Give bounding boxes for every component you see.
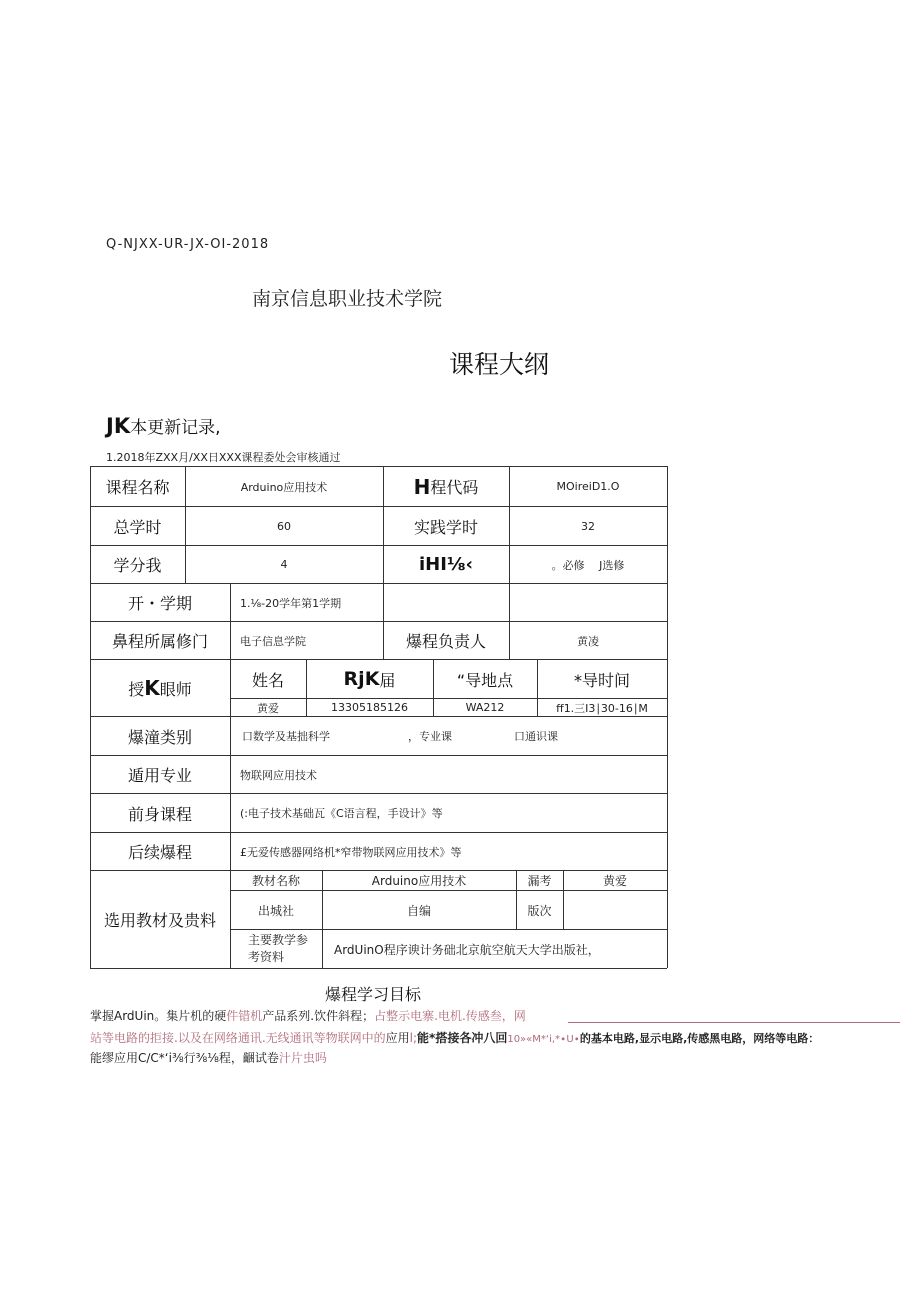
goal-line-3 (90, 1049, 327, 1066)
category-option-major: ，专业课 (408, 730, 452, 743)
goal-l3-a: 能缪应用C∕C*‘i⅜行⅜⅛程，齫试卷 (90, 1051, 279, 1065)
goal-line-1 (90, 1007, 526, 1024)
teacher-contact-header-text: 届 (379, 670, 396, 690)
goal-l2-d: 能*搭接各冲八回 (417, 1031, 508, 1045)
course-owner-label: 爆程负责人 (405, 632, 486, 651)
school-name: 南京信息职业技术学院 (252, 288, 443, 310)
page-title: 课程大纲 (449, 350, 550, 379)
textbook-name-label: 教材名称 (251, 874, 300, 888)
follow-up-label: 后续爆程 (127, 843, 192, 862)
reference-value: ArdUinO程序谀计务础北京航空航天大学出版社， (334, 942, 600, 957)
table-rule (90, 968, 667, 969)
reference-label-line1: 主要教学参 (248, 933, 309, 947)
teacher-time-header: *导时间 (573, 670, 630, 690)
goal-l1-c: 产品系列.饮件斜程； (262, 1009, 375, 1023)
practice-hours-value: 32 (581, 519, 595, 533)
teacher-contact-header-bold: RjK (343, 668, 380, 690)
course-code-label (383, 467, 509, 506)
revision-heading-text: 本更新记录, (130, 418, 221, 438)
major-label: 遁用专业 (127, 766, 192, 785)
teacher-label-a: 授 (128, 679, 145, 699)
teacher-label-bold: K (144, 676, 160, 700)
textbook-editor-value: 黄爱 (602, 874, 627, 888)
edition-value (563, 891, 667, 929)
department-label: 鼻程所属修门 (111, 632, 208, 651)
follow-up-value: £无爱传感器网络机*窄带物联网应用技术》等 (240, 845, 462, 859)
revision-heading-bold: JK (106, 414, 131, 438)
textbook-name-value: Arduino应用技术 (371, 874, 467, 888)
goal-underline (568, 1022, 900, 1023)
teacher-name-value: 黄爱 (257, 701, 279, 715)
textbook-editor-label: 漏考 (527, 874, 552, 888)
course-type-label: iHI⅛‹ (419, 554, 473, 575)
revision-heading (106, 413, 221, 438)
credits-value: 4 (280, 558, 288, 571)
prerequisite-value: (:电子技术基础瓦《C语言程，手设计》等 (240, 807, 443, 820)
publisher-value: 自编 (406, 903, 431, 918)
course-owner-value: 黄凌 (577, 634, 599, 648)
teacher-name-header: 姓名 (251, 670, 284, 690)
teacher-location-value: WA212 (465, 701, 505, 714)
goal-l2-a: 站等电路的拒接.以及在网络通讯.无线通讯等物联网中的 (90, 1031, 386, 1045)
category-label: 爆潼类别 (127, 727, 192, 747)
major-value: 物联网应用技术 (240, 768, 317, 782)
textbook-label: 选用教材及贵料 (103, 911, 216, 930)
semester-label: 开・学期 (127, 594, 192, 613)
goal-l1-b: 件错机 (226, 1009, 263, 1023)
edition-label: 版次 (527, 903, 552, 918)
department-value: 电子信息学院 (240, 634, 306, 648)
goal-l2-b: 应用 (385, 1031, 410, 1045)
total-hours-label: 总学时 (113, 517, 162, 537)
teacher-time-value: ff1.三I3∣30-16∣M (556, 701, 648, 715)
semester-value: 1.⅛-20学年第1学期 (240, 596, 342, 610)
goal-l2-c: l; (409, 1031, 418, 1045)
course-type-options: 。必修 J选修 (551, 558, 625, 572)
document-code: Q-NJXX-UR-JX-OI-2018 (106, 237, 270, 252)
course-name-label: 课程名称 (105, 478, 170, 497)
reference-label-line2: 考资料 (248, 950, 285, 964)
course-code-label-text: 程代码 (430, 478, 479, 497)
reference-label (230, 930, 322, 968)
goal-l1-a: 掌握ArdUin。集片机的硬 (90, 1009, 227, 1023)
course-code-label-bold: H (413, 474, 431, 499)
total-hours-value: 60 (277, 519, 291, 533)
publisher-label: 出城社 (257, 903, 294, 918)
goal-line-2 (90, 1029, 819, 1046)
goal-l1-d: 占整示电寨.电机.传感叁，网 (374, 1009, 526, 1023)
goal-l3-b: 汁片虫吗 (278, 1051, 327, 1065)
teacher-label-b: 眼师 (159, 679, 192, 699)
prerequisite-label: 前身课程 (127, 804, 192, 824)
teacher-contact-header (306, 660, 433, 698)
credits-label: 学分我 (113, 556, 162, 575)
course-code-value: MOireiD1.O (556, 480, 620, 493)
goal-l2-f: 的基本电路,显示电路,传感黑电路，网络等电路： (579, 1032, 820, 1045)
category-option-basic: 口数学及基拙科学 (242, 730, 330, 743)
teacher-label (90, 660, 230, 716)
practice-hours-label: 实践学时 (413, 517, 478, 537)
goal-l2-e: 10»«M*‘i,*∙U∙ (507, 1034, 580, 1045)
category-option-general: 口通识课 (514, 730, 558, 743)
learning-goals-title: 爆程学习目标 (325, 985, 422, 1004)
teacher-location-header: “导地点 (456, 670, 514, 690)
teacher-contact-value: 13305185126 (331, 701, 408, 714)
table-rule (667, 466, 668, 968)
course-name-value: Arduino应用技术 (240, 480, 328, 494)
revision-record: 1.2018年ZXX月/XX日XXX课程委处会审核通过 (106, 451, 341, 464)
